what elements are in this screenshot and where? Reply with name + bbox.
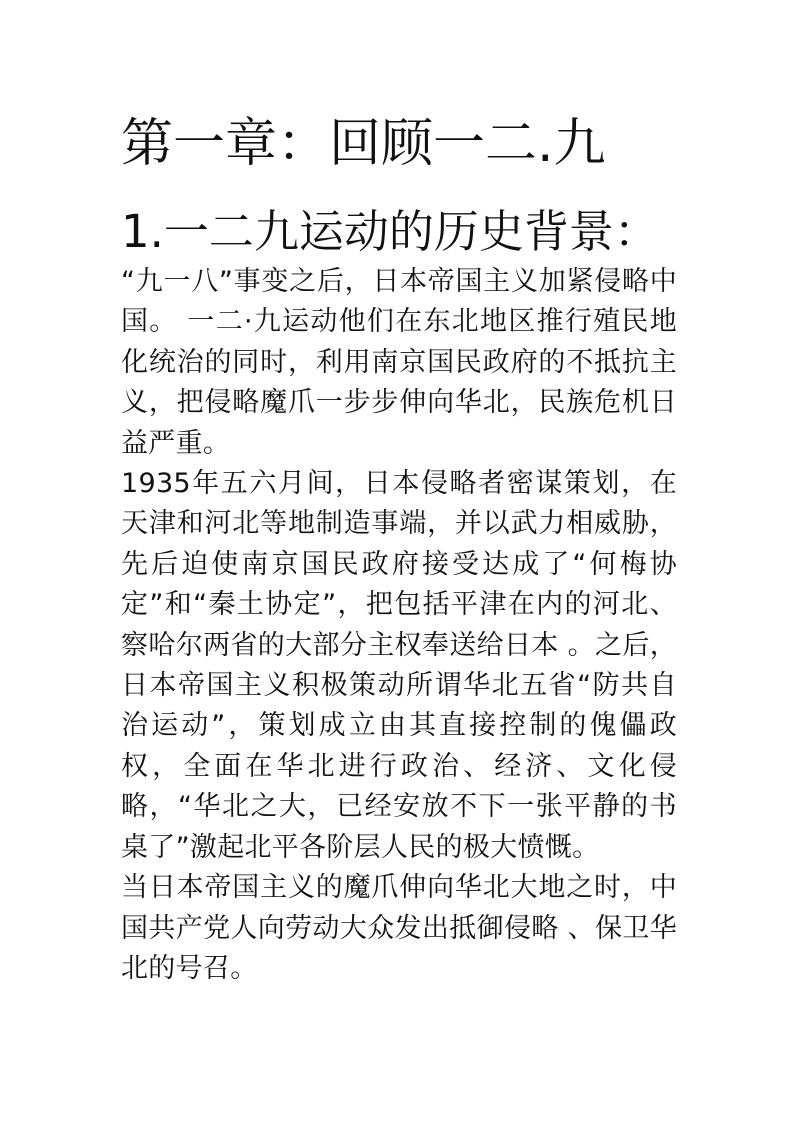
paragraph-2: 1935年五六月间，日本侵略者密谋策划，在天津和河北等地制造事端，并以武力相威胁，先后迫使南京国民政府接受达成了“何梅协定”和“秦土协定”，把包括平津在内的河北、察哈尔两省的大部分主权奉送给日本 。之后，日本帝国主义积极策动所谓华北五省“防共自治运动”，策划成立由其直接控制的傀儡政权，全面在华北进行政治、经济、文化侵略，“华北之大，已经安放不下一张平静的书桌了”激起北平各阶层人民的极大愤慨。	[121, 468, 677, 863]
body-text	[121, 262, 677, 989]
paragraph-1: “九一八”事变之后，日本帝国主义加紧侵略中国。 一二·九运动他们在东北地区推行殖民地化统治的同时，利用南京国民政府的不抵抗主义，把侵略魔爪一步步伸向华北，民族危机日益严重。	[121, 266, 677, 459]
chapter-title: 第一章：回顾一二.九	[121, 114, 606, 174]
section-heading: 1.一二九运动的历史背景：	[121, 205, 659, 258]
document-page	[121, 108, 677, 989]
paragraph-3: 当日本帝国主义的魔爪伸向华北大地之时，中国共产党人向劳动大众发出抵御侵略 、保卫华北的号召。	[121, 872, 677, 984]
